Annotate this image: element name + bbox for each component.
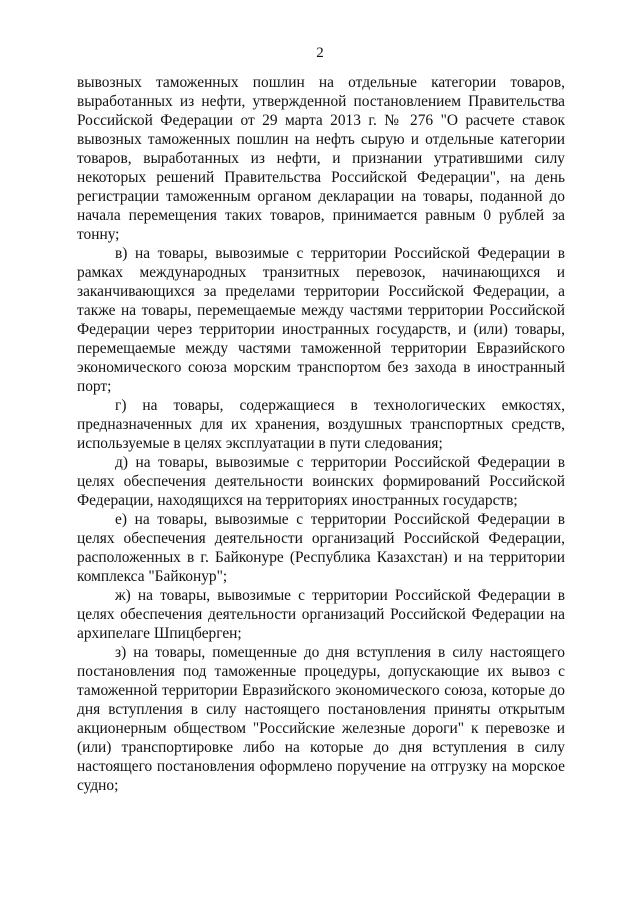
paragraph-continuation: вывозных таможенных пошлин на отдельные категории товаров, выработанных из нефти, утвержденной постановлением Правительства Российской Федерации от 29 марта 2013 г. № 276 "О расчете ставок вывозных таможенных пошлин на нефть сырую и отдельные категории товаров, выработанных из нефти, и признании утратившими силу некоторых решений Правительства Российской Федерации", на день регистрации таможенным органом декларации на товары, поданной до начала перемещения таких товаров, принимается равным 0 рублей за тонну;	[77, 74, 565, 243]
paragraph-item-e: е) на товары, вывозимые с территории Российской Федерации в целях обеспечения деятельности организаций Российской Федерации, расположенных в г. Байконуре (Республика Казахстан) и на территории комплекса "Байконур";	[77, 511, 565, 585]
paragraph-item-zh: ж) на товары, вывозимые с территории Российской Федерации в целях обеспечения деятельности организаций Российской Федерации на архипелаге Шпицберген;	[77, 587, 565, 642]
paragraph-item-d: д) на товары, вывозимые с территории Российской Федерации в целях обеспечения деятельности воинских формирований Российской Федерации, находящихся на территориях иностранных государств;	[77, 454, 565, 509]
page-number: 2	[316, 45, 324, 61]
paragraph-item-z: з) на товары, помещенные до дня вступления в силу настоящего постановления под таможенные процедуры, допускающие их вывоз с таможенной территории Евразийского экономического союза, которые до дня вступления в силу настоящего постановления приняты открытым акционерным обществом "Российские железные дороги" к перевозке и (или) транспортировке либо на которые до дня вступления в силу настоящего постановления оформлено поручение на отгрузку на морское судно;	[77, 644, 565, 794]
paragraph-item-v: в) на товары, вывозимые с территории Российской Федерации в рамках международных транзитных перевозок, начинающихся и заканчивающихся за пределами территории Российской Федерации, а также на товары, перемещаемые между частями территории Российской Федерации через территории иностранных государств, и (или) товары, перемещаемые между частями таможенной территории Евразийского экономического союза морским транспортом без захода в иностранный порт;	[77, 245, 565, 395]
document-body	[77, 73, 565, 795]
paragraph-item-g: г) на товары, содержащиеся в технологических емкостях, предназначенных для их хранения, воздушных транспортных средств, используемые в целях эксплуатации в пути следования;	[77, 397, 565, 452]
